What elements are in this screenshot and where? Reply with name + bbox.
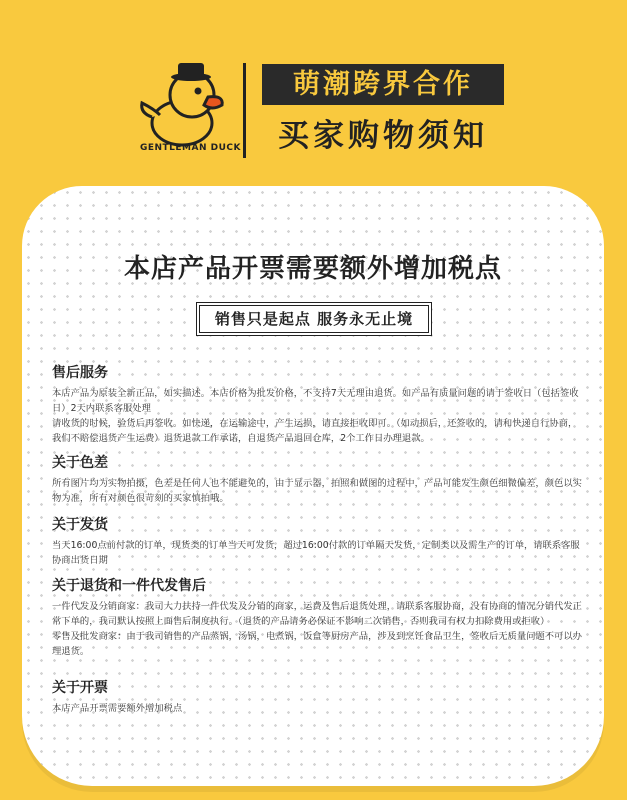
slogan-line-2: 买家购物须知	[278, 118, 488, 154]
section-body: 本店产品为原装全新正品，如实描述。本店价格为批发价格，不支持7天无理由退货。如产品有质量问题的请于签收日（包括签收日）2天内联系客服处理 请收货的时候，验货后再签收。如快递，在运输途中，产生运损，请直接拒收即可。（如动损后，还签收的，请和快递自行协商，我们不赔偿退货产生运费）退货退款工作承诺，自退货产品退回仓库，2个工作日办理退款。	[52, 388, 579, 444]
section-shipping	[52, 514, 582, 568]
section-color-difference	[52, 452, 582, 506]
section-title: 关于退货和一件代发售后	[52, 578, 206, 594]
section-body: 所有图片均为实物拍摄，色差是任何人也不能避免的，由于显示器，拍照和做图的过程中，产品可能发生颜色细微偏差，颜色以实物为准，所有对颜色很苛刻的买家慎拍哦。	[52, 478, 582, 504]
section-title: 关于发货	[52, 517, 108, 533]
section-invoice	[52, 677, 582, 716]
section-body: 一件代发及分销商家：我司大力扶持一件代发及分销的商家，运费及售后退货处理，请联系客服协商，没有协商的情况分销代发正常下单的，我司默认按照上面售后制度执行。（退货的产品请务必保证不影响二次销售，否则我司有权力扣除费用或拒收） 零售及批发商家：由于我司销售的产品蒸锅，汤锅，电煮锅，饭盒等厨房产品，涉及到烹饪食品卫生，签收后无质量问题不可以办理退货。	[52, 601, 582, 657]
slogan-line-1: 萌潮跨界合作	[293, 69, 473, 100]
section-body: 当天16:00点前付款的订单，现货类的订单当天可发货，超过16:00付款的订单隔天发货，定制类以及需生产的订单，请联系客服协商出货日期	[52, 540, 580, 566]
header-divider	[243, 63, 246, 158]
logo-text: GENTLEMAN DUCK	[139, 143, 242, 153]
section-after-sales	[52, 362, 582, 446]
section-body: 本店产品开票需要额外增加税点	[52, 703, 183, 714]
service-badge-text: 销售只是起点 服务永无止境	[199, 305, 429, 333]
section-title: 关于开票	[52, 680, 108, 696]
section-title: 售后服务	[52, 365, 108, 381]
main-title: 本店产品开票需要额外增加税点	[123, 254, 502, 284]
section-title: 关于色差	[52, 455, 108, 471]
section-returns-dropship	[52, 575, 582, 659]
